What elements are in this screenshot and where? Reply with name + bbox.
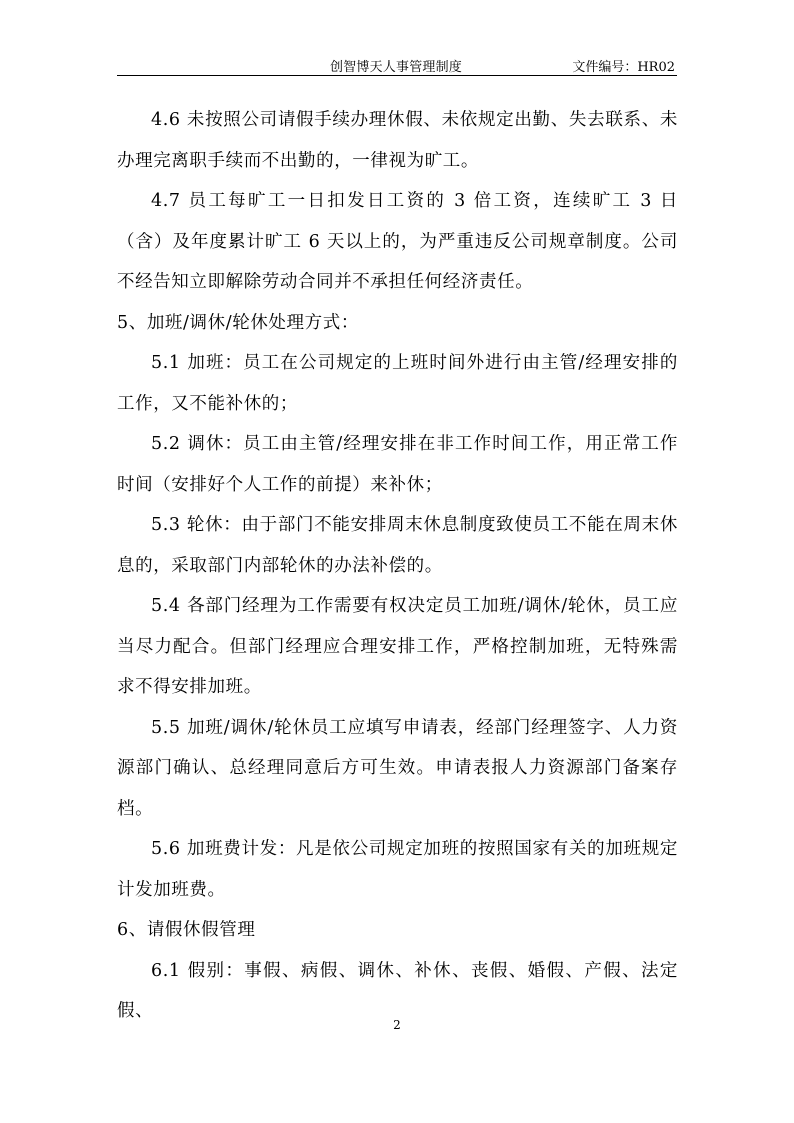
document-body bbox=[117, 100, 678, 1032]
paragraph-4-7: 4.7 员工每旷工一日扣发日工资的 3 倍工资，连续旷工 3 日（含）及年度累计旷工 6 天以上的，为严重违反公司规章制度。公司不经告知立即解除劳动合同并不承担任何经济责任。 bbox=[117, 191, 678, 292]
paragraph-5-4: 5.4 各部门经理为工作需要有权决定员工加班/调休/轮休，员工应当尽力配合。但部门经理应合理安排工作，严格控制加班，无特殊需求不得安排加班。 bbox=[117, 596, 678, 697]
section-5-heading: 5、加班/调休/轮休处理方式： bbox=[117, 312, 359, 333]
paragraph-6-1: 6.1 假别：事假、病假、调休、补休、丧假、婚假、产假、法定假、 bbox=[117, 960, 678, 1021]
paragraph-4-6: 4.6 未按照公司请假手续办理休假、未依规定出勤、失去联系、未办理完离职手续而不出勤的，一律视为旷工。 bbox=[117, 110, 678, 171]
paragraph-5-2: 5.2 调休：员工由主管/经理安排在非工作时间工作，用正常工作时间（安排好个人工作的前提）来补休； bbox=[117, 434, 678, 495]
page-header bbox=[117, 54, 677, 74]
paragraph-5-5: 5.5 加班/调休/轮休员工应填写申请表，经部门经理签字、人力资源部门确认、总经理同意后方可生效。申请表报人力资源部门备案存档。 bbox=[117, 717, 678, 819]
paragraph-5-3: 5.3 轮休：由于部门不能安排周末休息制度致使员工不能在周末休息的，采取部门内部轮休的办法补偿的。 bbox=[117, 515, 678, 576]
paragraph-5-6: 5.6 加班费计发：凡是依公司规定加班的按照国家有关的加班规定计发加班费。 bbox=[117, 839, 678, 900]
document-code: 文件编号：HR02 bbox=[572, 60, 675, 75]
paragraph-5-1: 5.1 加班：员工在公司规定的上班时间外进行由主管/经理安排的工作，又不能补休的； bbox=[117, 353, 678, 414]
document-title: 创智博天人事管理制度 bbox=[330, 60, 463, 75]
header-divider bbox=[117, 75, 677, 76]
page-number: 2 bbox=[393, 1018, 401, 1032]
section-6-heading: 6、请假休假管理 bbox=[117, 920, 256, 940]
